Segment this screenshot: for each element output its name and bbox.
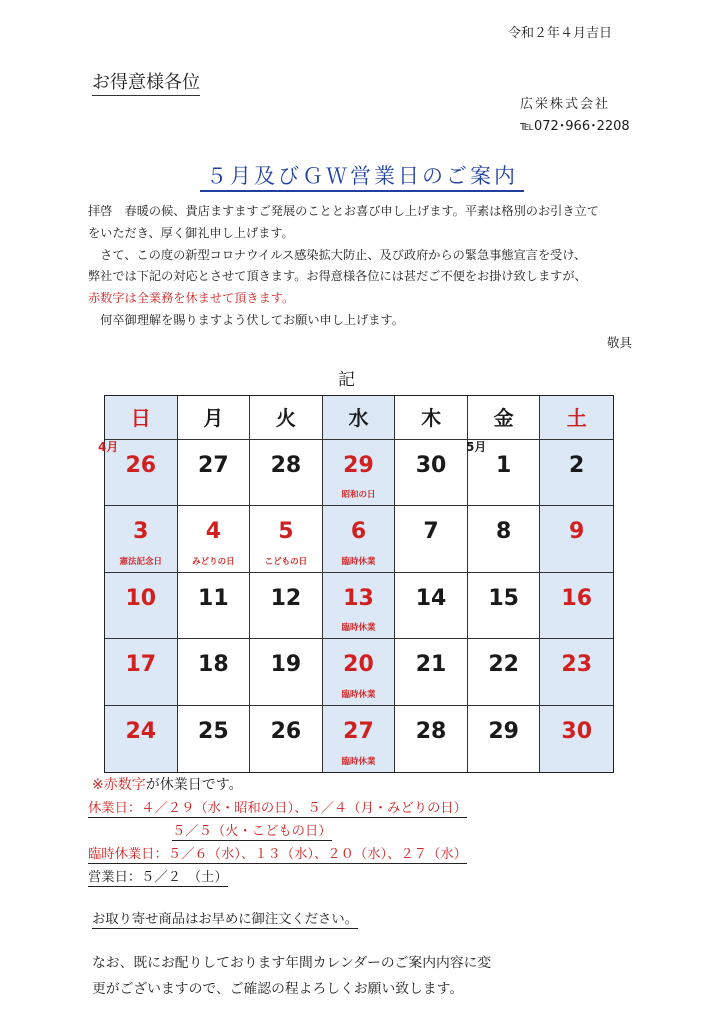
- calendar-day: [395, 639, 468, 705]
- day-number: 19: [270, 652, 302, 678]
- calendar-day: [395, 506, 468, 572]
- order-note-text: お取り寄せ商品はお早めに御注文ください。: [92, 912, 358, 927]
- day-number: 29: [343, 453, 374, 478]
- addressee: お得意様各位: [92, 68, 200, 96]
- day-number: 8: [495, 519, 512, 545]
- day-number: 25: [198, 718, 229, 744]
- calendar-day: [540, 506, 613, 572]
- order-note: [92, 908, 358, 927]
- day-number: 21: [415, 652, 447, 678]
- day-number: 22: [488, 652, 519, 678]
- ki-heading: 記: [338, 370, 355, 390]
- business-day-line: 営業日：５／２ （土）: [88, 870, 228, 885]
- calendar-day: [178, 639, 251, 705]
- company-tel: ℡072･966･2208: [520, 119, 630, 134]
- day-number: 20: [343, 652, 374, 678]
- day-number: 27: [343, 718, 374, 744]
- day-number: 2: [569, 453, 585, 478]
- body-line: 拝啓 春暖の候、貴店ますますご発展のこととお喜び申し上げます。平素は格別のお引き立て: [88, 204, 599, 218]
- calendar-day: [323, 506, 396, 572]
- day-number: 12: [270, 585, 302, 611]
- calendar-day: [105, 706, 178, 772]
- weekday-header: 土: [540, 396, 613, 440]
- calendar-day: [250, 573, 323, 639]
- day-note: みどりの日: [192, 556, 235, 567]
- day-note: 憲法記念日: [119, 556, 163, 567]
- calendar-day: [540, 639, 613, 705]
- day-number: 17: [125, 652, 157, 678]
- day-number: 4: [205, 519, 221, 545]
- day-number: 26: [125, 453, 157, 478]
- day-number: 27: [198, 453, 229, 478]
- calendar-day: [540, 706, 613, 772]
- day-number: 7: [423, 519, 439, 545]
- calendar-day: [178, 706, 251, 772]
- month-label-april: 4月: [98, 440, 119, 454]
- issue-date: 令和２年４月吉日: [508, 26, 613, 41]
- day-number: 26: [270, 718, 302, 744]
- day-number: 24: [125, 718, 157, 744]
- day-number: 23: [561, 652, 593, 678]
- title-text: ５月及びＧＷ営業日のご案内: [200, 164, 524, 192]
- holiday-list: [88, 797, 467, 889]
- weekday-header: 水: [323, 396, 396, 440]
- body-line: 弊社では下記の対応とさせて頂きます。お得意様各位には甚だご不便をお掛け致しますが、: [88, 269, 587, 284]
- body-line: 何卒御理解を賜りますよう伏してお願い申し上げます。: [88, 312, 404, 327]
- day-note: 臨時休業: [341, 689, 376, 700]
- day-number: 9: [569, 519, 585, 545]
- day-number: 10: [125, 585, 157, 611]
- weekday-header: 木: [395, 396, 468, 440]
- day-number: 15: [488, 585, 519, 611]
- day-number: 6: [350, 519, 367, 545]
- page-title: [0, 160, 724, 190]
- legend-red-part: 赤数字: [103, 777, 146, 793]
- calendar-day: [468, 639, 541, 705]
- calendar-day: [105, 506, 178, 572]
- day-number: 28: [415, 718, 447, 744]
- weekday-header: 金: [468, 396, 541, 440]
- calendar-day: [323, 573, 396, 639]
- day-number: 14: [415, 585, 447, 611]
- company-name: 広栄株式会社: [520, 97, 611, 112]
- day-number: 13: [343, 585, 374, 611]
- weekday-header: 火: [250, 396, 323, 440]
- calendar-day: [468, 506, 541, 572]
- holiday-line: ５／５（火・こどもの日）: [172, 824, 332, 839]
- day-number: 11: [198, 585, 229, 611]
- calendar-day: [250, 440, 323, 506]
- day-number: 5: [278, 519, 294, 545]
- calendar-day: [178, 573, 251, 639]
- calendar-day: [468, 573, 541, 639]
- weekday-header: 日: [105, 396, 178, 440]
- calendar-day: [395, 706, 468, 772]
- calendar-day: [395, 440, 468, 506]
- legend-mark: ※: [92, 777, 104, 793]
- calendar-day: [540, 440, 613, 506]
- day-number: 16: [561, 585, 593, 611]
- calendar-day: [323, 639, 396, 705]
- body-line: をいただき、厚く御礼申し上げます。: [88, 225, 294, 240]
- day-number: 3: [133, 519, 149, 545]
- calendar-day: [323, 706, 396, 772]
- calendar-day: [323, 440, 396, 506]
- calendar-day: [105, 573, 178, 639]
- day-note: 臨時休業: [341, 757, 376, 767]
- day-note: こどもの日: [264, 556, 308, 567]
- letter-body: [88, 201, 648, 332]
- legend: [92, 774, 243, 794]
- day-number: 30: [561, 718, 593, 744]
- day-number: 30: [415, 453, 447, 478]
- calendar-day: [250, 506, 323, 572]
- weekday-header: 月: [178, 396, 251, 440]
- calendar-day: [250, 706, 323, 772]
- day-number: 29: [488, 718, 519, 744]
- legend-rest: が休業日です。: [145, 777, 243, 793]
- closing-keigu: 敬具: [606, 335, 632, 350]
- calendar-day: [468, 706, 541, 772]
- closing-note: [92, 950, 491, 1002]
- calendar-day: [250, 639, 323, 705]
- calendar-day: [178, 506, 251, 572]
- day-number: 1: [495, 453, 512, 478]
- day-number: 18: [198, 652, 229, 678]
- calendar-day: [105, 639, 178, 705]
- temporary-closure-line: 臨時休業日：５／６（水）、１３（水）、２０（水）、２７（水）: [88, 847, 467, 862]
- may-calendar: [104, 395, 614, 773]
- holiday-line: 休業日：４／２９（水・昭和の日）、５／４（月・みどりの日）: [88, 801, 467, 816]
- day-note: 昭和の日: [341, 490, 376, 501]
- body-line: さて、この度の新型コロナウイルス感染拡大防止、及び政府からの緊急事態宣言を受け、: [88, 247, 587, 262]
- day-note: 臨時休業: [341, 556, 376, 567]
- body-line-red: 赤数字は全業務を休ませて頂きます。: [88, 291, 295, 306]
- month-label-may: 5月: [466, 440, 487, 454]
- closing-line: なお、既にお配りしております年間カレンダーのご案内内容に変: [92, 955, 492, 971]
- closing-line: 更がございますので、ご確認の程よろしくお願い致します。: [92, 981, 464, 997]
- calendar-day: [540, 573, 613, 639]
- day-number: 28: [270, 453, 302, 478]
- day-note: 臨時休業: [341, 623, 376, 634]
- calendar-day: [178, 440, 251, 506]
- calendar-day: [395, 573, 468, 639]
